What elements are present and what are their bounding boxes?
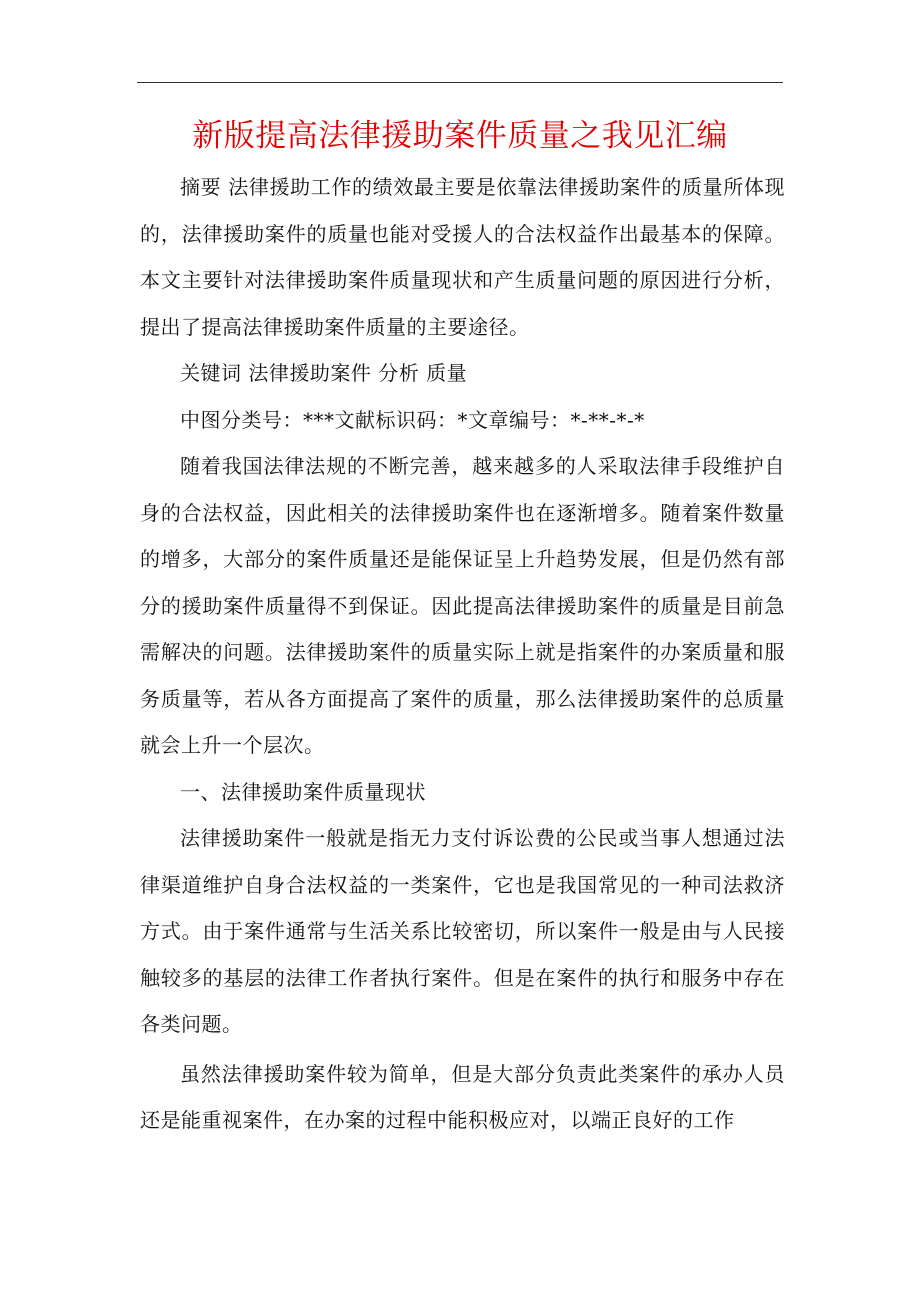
body-paragraph: 虽然法律援助案件较为简单，但是大部分负责此类案件的承办人员还是能重视案件，在办案的过程中能积极应对，以端正良好的工作	[140, 1061, 785, 1132]
classification-line: 中图分类号：***文献标识码：*文章编号：*-**-*-*	[180, 407, 645, 432]
body-paragraph: 法律援助案件一般就是指无力支付诉讼费的公民或当事人想通过法律渠道维护自身合法权益的一类案件，它也是我国常见的一种司法救济方式。由于案件通常与生活关系比较密切，所以案件一般是由与人民接触较多的基层的法律工作者执行案件。但是在案件的执行和服务中存在各类问题。	[140, 826, 785, 1036]
document-body	[140, 164, 785, 1144]
document-title: 新版提高法律援助案件质量之我见汇编	[192, 118, 728, 154]
header-rule	[137, 82, 783, 83]
abstract-paragraph: 摘要 法律援助工作的绩效最主要是依靠法律援助案件的质量所体现的，法律援助案件的质量也能对受援人的合法权益作出最基本的保障。本文主要针对法律援助案件质量现状和产生质量问题的原因进行分析，提出了提高法律援助案件质量的主要途径。	[140, 175, 785, 339]
body-paragraph: 随着我国法律法规的不断完善，越来越多的人采取法律手段维护自身的合法权益，因此相关的法律援助案件也在逐渐增多。随着案件数量的增多，大部分的案件质量还是能保证呈上升趋势发展，但是仍然有部分的援助案件质量得不到保证。因此提高法律援助案件的质量是目前急需解决的问题。法律援助案件的质量实际上就是指案件的办案质量和服务质量等，若从各方面提高了案件的质量，那么法律援助案件的总质量就会上升一个层次。	[140, 454, 785, 757]
section-heading: 一、法律援助案件质量现状	[180, 779, 426, 804]
keywords-line: 关键词 法律援助案件 分析 质量	[180, 361, 468, 385]
